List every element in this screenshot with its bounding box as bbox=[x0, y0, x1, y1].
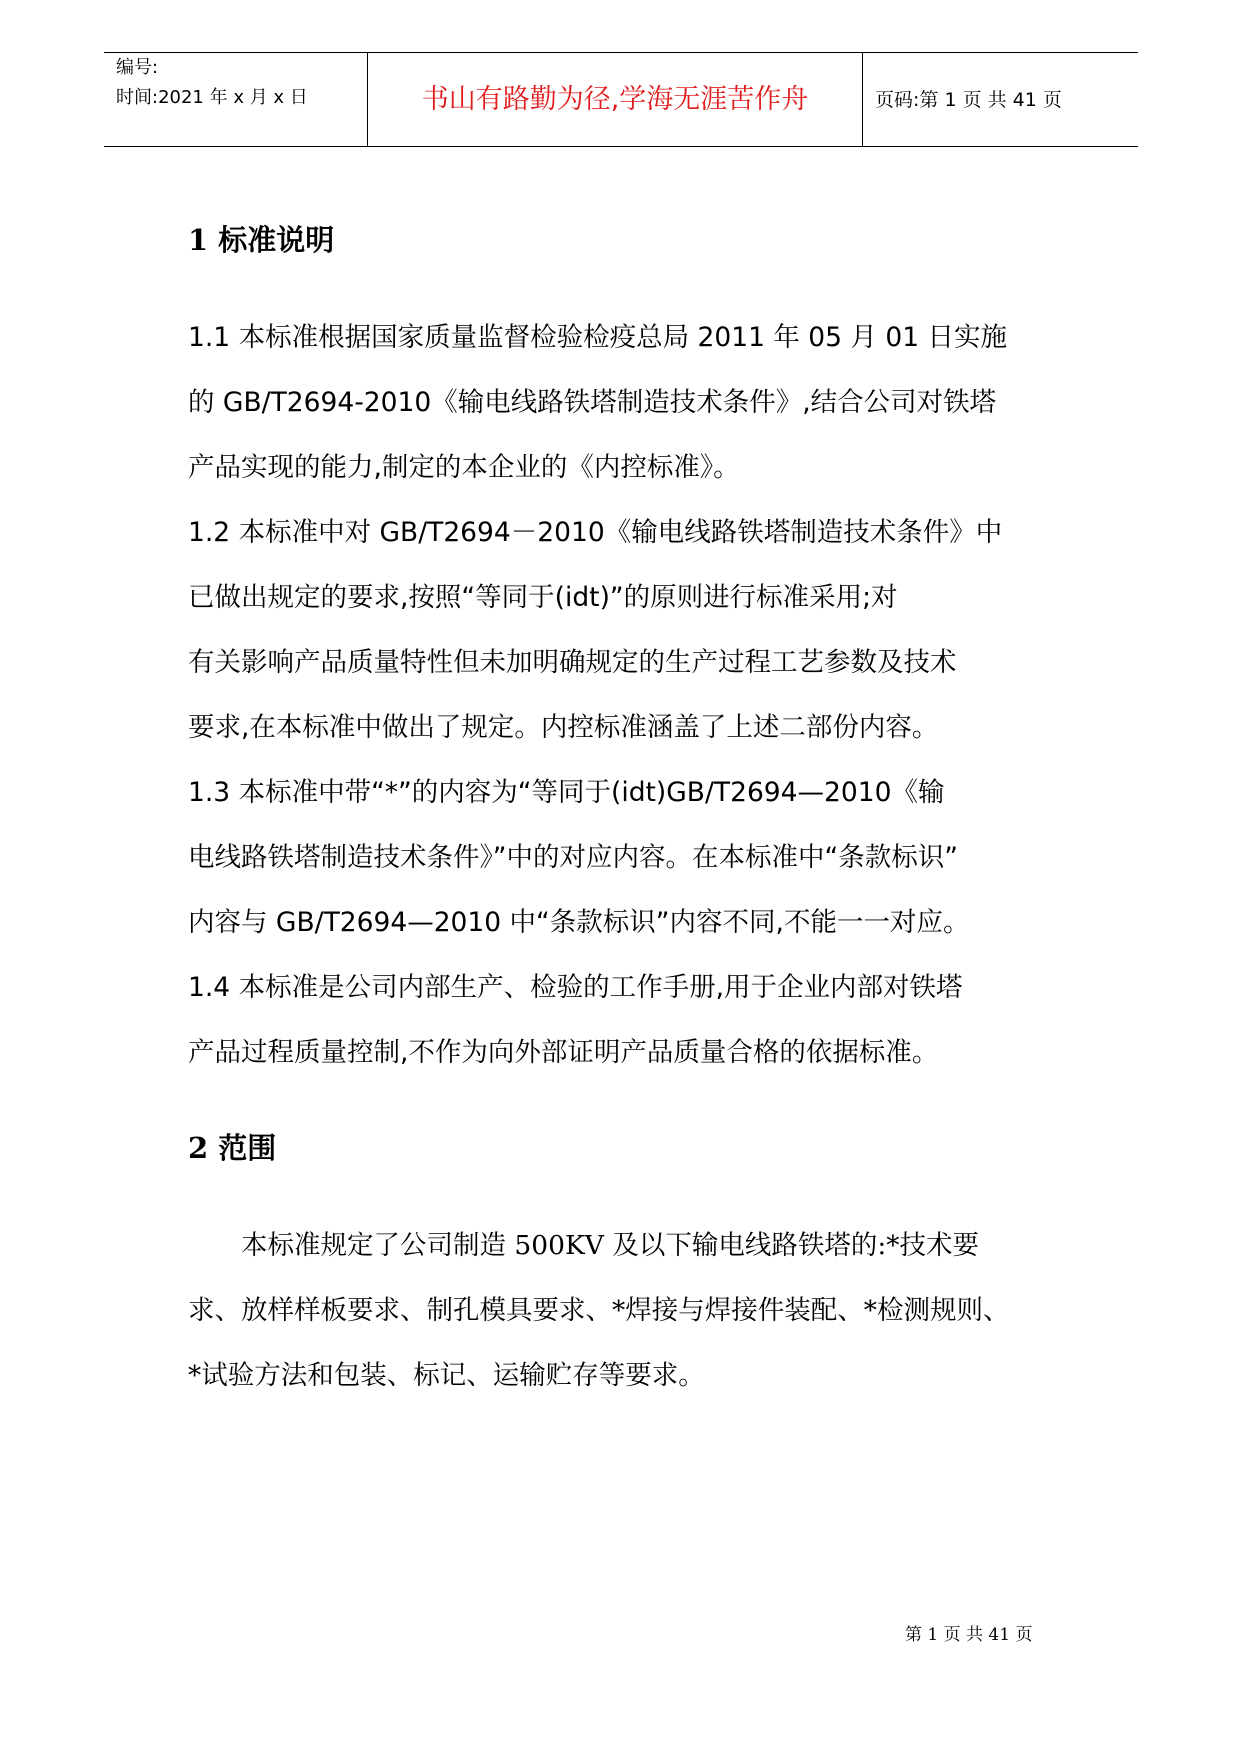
body-line: 要求,在本标准中做出了规定。内控标准涵盖了上述二部份内容。 bbox=[188, 712, 939, 743]
section-2-body bbox=[188, 1213, 1068, 1408]
section-1-body bbox=[188, 305, 1068, 1085]
page-footer: 第 1 页 共 41 页 bbox=[905, 1625, 1033, 1645]
body-line: 的 GB/T2694-2010《输电线路铁塔制造技术条件》,结合公司对铁塔 bbox=[188, 387, 997, 418]
body-line: 内容与 GB/T2694—2010 中“条款标识”内容不同,不能一一对应。 bbox=[188, 907, 970, 938]
doc-number-label: 编号: bbox=[116, 57, 159, 78]
page-header bbox=[104, 52, 1138, 147]
header-meta-cell bbox=[104, 53, 368, 146]
body-line: 已做出规定的要求,按照“等同于(idt)”的原则进行标准采用;对 bbox=[188, 582, 898, 613]
body-line: 产品过程质量控制,不作为向外部证明产品质量合格的依据标准。 bbox=[188, 1037, 939, 1068]
body-line: 有关影响产品质量特性但未加明确规定的生产过程工艺参数及技术 bbox=[188, 647, 957, 678]
body-line: 电线路铁塔制造技术条件》”中的对应内容。在本标准中“条款标识” bbox=[188, 842, 958, 873]
doc-time-label: 时间:2021 年 x 月 x 日 bbox=[116, 87, 308, 108]
body-line: *试验方法和包装、标记、运输贮存等要求。 bbox=[188, 1360, 705, 1391]
body-line: 求、放样样板要求、制孔模具要求、*焊接与焊接件装配、*检测规则、 bbox=[188, 1295, 1010, 1326]
section-2-heading: 2 范围 bbox=[188, 1131, 277, 1165]
header-motto: 书山有路勤为径,学海无涯苦作舟 bbox=[421, 84, 809, 115]
body-line: 产品实现的能力,制定的本企业的《内控标准》。 bbox=[188, 452, 740, 483]
body-line: 1.2 本标准中对 GB/T2694－2010《输电线路铁塔制造技术条件》中 bbox=[188, 517, 1003, 548]
body-line: 1.3 本标准中带“*”的内容为“等同于(idt)GB/T2694—2010《输 bbox=[188, 777, 945, 808]
body-line: 1.1 本标准根据国家质量监督检验检疫总局 2011 年 05 月 01 日实施 bbox=[188, 322, 1007, 353]
body-line: 本标准规定了公司制造 500KV 及以下输电线路铁塔的:*技术要 bbox=[188, 1230, 980, 1261]
header-motto-cell bbox=[368, 53, 863, 146]
header-page-cell bbox=[863, 53, 1138, 146]
section-1-heading: 1 标准说明 bbox=[188, 223, 335, 257]
header-page-info: 页码:第 1 页 共 41 页 bbox=[875, 89, 1062, 111]
body-line: 1.4 本标准是公司内部生产、检验的工作手册,用于企业内部对铁塔 bbox=[188, 972, 963, 1003]
